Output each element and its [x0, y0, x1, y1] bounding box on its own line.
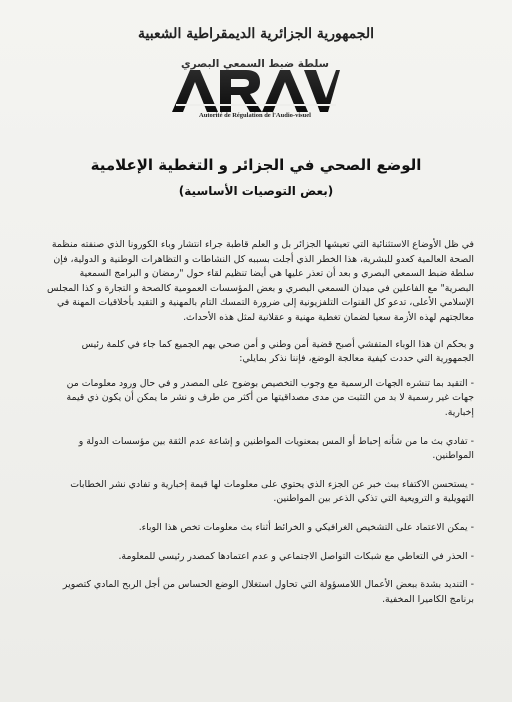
document-body	[44, 238, 474, 621]
recommendation-item: - يستحسن الاكتفاء ببث خبر عن الجزء الذي يحتوي على معلومات لها قيمة إخبارية و تفادي نشر الخطابات التهويلية و الترويعية التي تذكي الذعر بين المواطنين.	[70, 478, 474, 505]
recommendation-item: - تفادي بث ما من شأنه إحباط أو المس بمعنويات المواطنين و إشاعة عدم الثقة بين مؤسسات الدولة و المواطنين.	[78, 435, 474, 462]
recommendation-item: - الحذر في التعاطي مع شبكات التواصل الاجتماعي و عدم اعتمادها كمصدر رئيسي للمعلومة.	[118, 550, 474, 562]
recommendation-item: - التقيد بما تنشره الجهات الرسمية مع وجوب التخصيص بوضوح على المصدر و في حال ورود معلومات من جهات غير رسمية لا بد من التثبت من مدى مصداقيتها من أكثر من طرف و نشر ما يمكن أن يكون ذي قيمة إخبارية.	[66, 377, 474, 418]
republic-header: الجمهورية الجزائرية الديمقراطية الشعبية	[137, 26, 374, 42]
document-title: الوضع الصحي في الجزائر و التغطية الإعلامية	[90, 156, 422, 174]
lead-paragraph: و بحكم ان هذا الوباء المتفشي أصبح قضية أمن وطني و أمن صحي يهم الجميع كما جاء في كلمة رئيس الجمهورية التي حددت كيفية معالجة الوضع، فإننا نذكر بمايلي:	[81, 338, 474, 365]
document-subtitle: (بعض التوصيات الأساسية)	[178, 184, 334, 198]
recommendation-item: - التنديد بشدة ببعض الأعمال اللامسؤولة التي تحاول استغلال الوضع الحساس من أجل الربح المادي كتصوير برنامج الكاميرا المخفية.	[62, 579, 474, 605]
authority-name-french: Autorité de Régulation de l'Audio-visuel	[199, 112, 311, 119]
intro-paragraph: في ظل الأوضاع الاستثنائية التي تعيشها الجزائر بل و العلم قاطبة جراء انتشار وباء الكورونا الذي صنفته منظمة الصحة العالمية كعدو للبشرية، هذا الخطر الذي أجلت بسببه كل النشاطات و التظاهرات الوطنية و الدولية، فإن سلطة ضبط السمعي البصري و بعد أن تعذر عليها هي أيضا تنظيم لقاء حول "رمضان و البرامج السمعية البصرية" مع الفاعلين في ميدان السمعي البصري و بعض المؤسسات العمومية كالصحة و التجارة و كذا المجلس الإسلامي الأعلى، تدعو كل القنوات التلفزيونية إلى ضرورة التمسك التام بالمهنية و التقيد بأخلاقيات المهنة في معالجتهم لهذه الأزمة سعيا لضمان تغطية مهنية و عقلانية لمثل هذه الأحداث.	[47, 239, 474, 323]
arav-logo	[170, 68, 340, 114]
authority-name-arabic: سلطة ضبط السمعي البصري	[181, 58, 329, 70]
recommendation-item: - يمكن الاعتماد على التشخيص الغرافيكي و الخرائط أثناء بث معلومات تخص هذا الوباء.	[138, 521, 474, 533]
